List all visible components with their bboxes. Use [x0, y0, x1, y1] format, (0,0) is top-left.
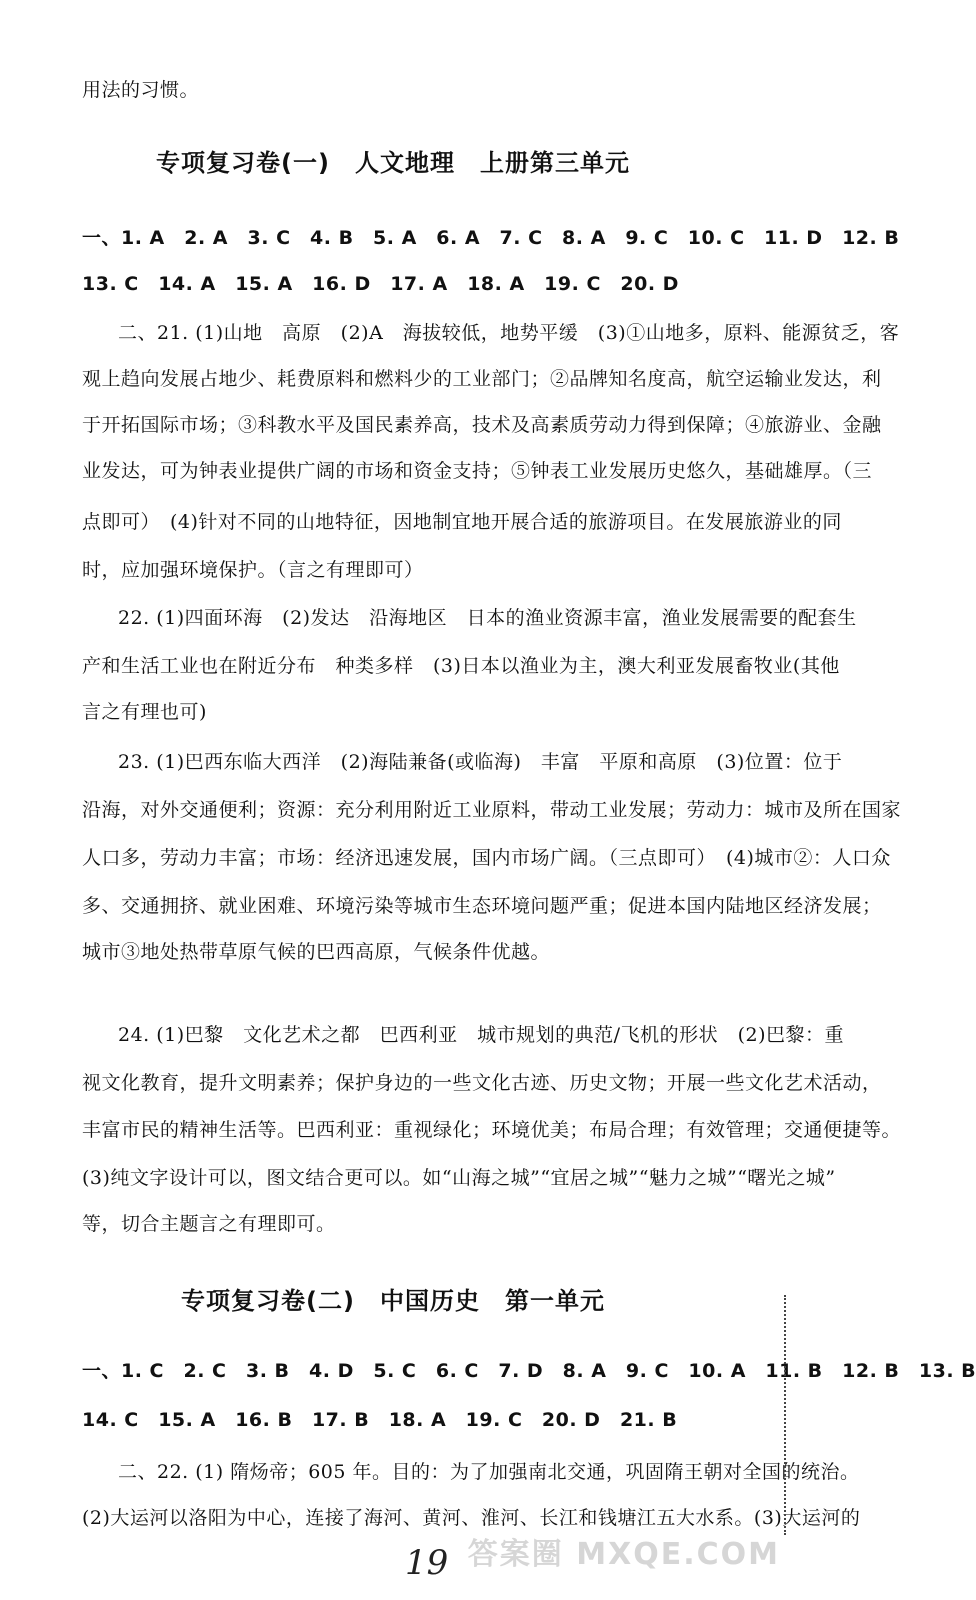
- s1-q24-line: (3)纯文字设计可以，图文结合更可以。如“山海之城”“宜居之城”“魅力之城”“曙光之城”: [82, 1167, 836, 1189]
- page-number: 19: [405, 1543, 449, 1583]
- s1-q23-line: 多、交通拥挤、就业困难、环境污染等城市生态环境问题严重；促进本国内陆地区经济发展；: [82, 895, 882, 917]
- s1-q21-line: 于开拓国际市场；③科教水平及国民素养高，技术及高素质劳动力得到保障；④旅游业、金融: [82, 414, 882, 436]
- s1-q23-line: 城市③地处热带草原气候的巴西高原，气候条件优越。: [82, 941, 551, 963]
- s1-q24-line: 视文化教育，提升文明素养；保护身边的一些文化古迹、历史文物；开展一些文化艺术活动，: [82, 1072, 882, 1094]
- s1-q21-line: 观上趋向发展占地少、耗费原料和燃料少的工业部门；②品牌知名度高，航空运输业发达，利: [82, 368, 882, 390]
- s1-q23-line: 沿海，对外交通便利；资源：充分利用附近工业原料，带动工业发展；劳动力：城市及所在国家: [82, 799, 902, 821]
- section1-mc-answers-row1: 一、1. A 2. A 3. C 4. B 5. A 6. A 7. C 8. A 9. C 10. C 11. D 12. B: [82, 227, 900, 249]
- intro-line: 用法的习惯。: [82, 79, 200, 101]
- s1-q21-line: 点即可） (4)针对不同的山地特征，因地制宜地开展合适的旅游项目。在发展旅游业的同: [82, 511, 842, 533]
- s2-q22-line: (2)大运河以洛阳为中心，连接了海河、黄河、淮河、长江和钱塘江五大水系。(3)大运河的: [82, 1507, 861, 1529]
- s1-q22-line: 22. (1)四面环海 (2)发达 沿海地区 日本的渔业资源丰富，渔业发展需要的配套生: [118, 607, 857, 629]
- section1-title: 专项复习卷(一) 人文地理 上册第三单元: [156, 149, 630, 177]
- s1-q22-line: 言之有理也可): [82, 701, 207, 723]
- s1-q22-line: 产和生活工业也在附近分布 种类多样 (3)日本以渔业为主，澳大利亚发展畜牧业(其他: [82, 655, 840, 677]
- section1-mc-answers-row2: 13. C 14. A 15. A 16. D 17. A 18. A 19. C 20. D: [82, 273, 679, 295]
- s1-q24-line: 等，切合主题言之有理即可。: [82, 1213, 336, 1235]
- s1-q24-line: 丰富市民的精神生活等。巴西利亚：重视绿化；环境优美；布局合理；有效管理；交通便捷等。: [82, 1119, 902, 1141]
- section2-mc-answers-row1: 一、1. C 2. C 3. B 4. D 5. C 6. C 7. D 8. A 9. C 10. A 11. B 12. B 13. B: [82, 1360, 976, 1382]
- s1-q24-line: 24. (1)巴黎 文化艺术之都 巴西利亚 城市规划的典范/飞机的形状 (2)巴黎：重: [118, 1024, 844, 1046]
- s1-q21-line: 二、21. (1)山地 高原 (2)A 海拔较低，地势平缓 (3)①山地多，原料、能源贫乏，客: [118, 322, 900, 344]
- section2-mc-answers-row2: 14. C 15. A 16. B 17. B 18. A 19. C 20. D 21. B: [82, 1409, 678, 1431]
- page-edge-mark: [778, 1295, 786, 1535]
- s1-q23-line: 23. (1)巴西东临大西洋 (2)海陆兼备(或临海) 丰富 平原和高原 (3)位置：位于: [118, 751, 843, 773]
- s1-q21-line: 业发达，可为钟表业提供广阔的市场和资金支持；⑤钟表工业发展历史悠久，基础雄厚。（三: [82, 460, 873, 482]
- s2-q22-line: 二、22. (1) 隋炀帝；605 年。目的：为了加强南北交通，巩固隋王朝对全国的统治。: [118, 1461, 860, 1483]
- watermark: 答案圈 MXQE.COM: [467, 1537, 780, 1572]
- s1-q21-line: 时，应加强环境保护。（言之有理即可）: [82, 559, 424, 581]
- s1-q23-line: 人口多，劳动力丰富；市场：经济迅速发展，国内市场广阔。（三点即可） (4)城市②：人口众: [82, 847, 891, 869]
- section2-title: 专项复习卷(二) 中国历史 第一单元: [181, 1287, 605, 1315]
